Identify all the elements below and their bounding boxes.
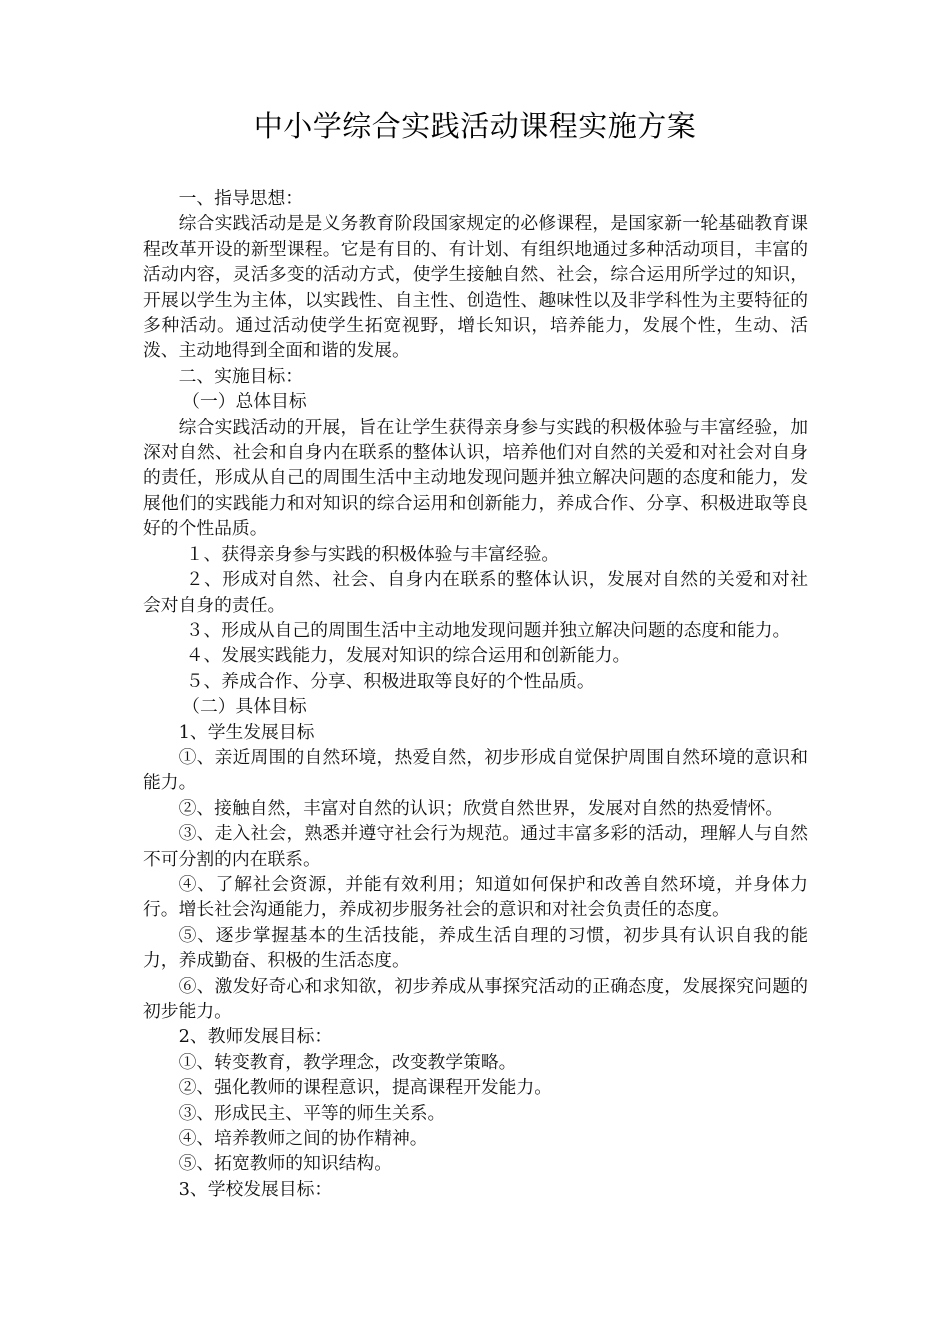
paragraph: ④、了解社会资源，并能有效利用；知道如何保护和改善自然环境，并身体力行。增长社会沟通能力，养成初步服务社会的意识和对社会负责任的态度。 xyxy=(143,873,808,921)
paragraph: ①、转变教育，教学理念，改变教学策略。 xyxy=(178,1051,517,1073)
paragraph: （一）总体目标 xyxy=(182,391,307,413)
paragraph: ⑤、逐步掌握基本的生活技能，养成生活自理的习惯，初步具有认识自我的能力，养成勤奋、积极的生活态度。 xyxy=(143,924,808,972)
paragraph: ⑥、激发好奇心和求知欲，初步养成从事探究活动的正确态度，发展探究问题的初步能力。 xyxy=(143,975,808,1022)
paragraph: ４、发展实践能力，发展对知识的综合运用和创新能力。 xyxy=(185,645,631,667)
paragraph: ③、走入社会，熟悉并遵守社会行为规范。通过丰富多彩的活动，理解人与自然不可分割的内在联系。 xyxy=(143,823,808,870)
paragraph: ②、接触自然，丰富对自然的认识；欣赏自然世界，发展对自然的热爱情怀。 xyxy=(178,797,784,819)
paragraph: ①、亲近周围的自然环境，热爱自然，初步形成自觉保护周围自然环境的意识和能力。 xyxy=(143,746,808,794)
paragraph: ２、形成对自然、社会、自身内在联系的整体认识，发展对自然的关爱和对社会对自身的责任。 xyxy=(143,569,808,616)
paragraph: ②、强化教师的课程意识，提高课程开发能力。 xyxy=(178,1077,553,1099)
paragraph: ③、形成民主、平等的师生关系。 xyxy=(178,1102,446,1124)
paragraph: 综合实践活动是是义务教育阶段国家规定的必修课程，是国家新一轮基础教育课程改革开设的新型课程。它是有目的、有计划、有组织地通过多种活动项目，丰富的活动内容，灵活多变的活动方式，使学生接触自然、社会，综合运用所学过的知识，开展以学生为主体，以实践性、自主性、创造性、趣味性以及非学科性为主要特征的多种活动。通过活动使学生拓宽视野，增长知识，培养能力，发展个性，生动、活泼、主动地得到全面和谐的发展。 xyxy=(143,213,808,362)
paragraph: （二）具体目标 xyxy=(182,696,307,718)
paragraph: １、获得亲身参与实践的积极体验与丰富经验。 xyxy=(185,543,560,565)
paragraph: ３、形成从自己的周围生活中主动地发现问题并独立解决问题的态度和能力。 xyxy=(185,619,791,641)
document-body xyxy=(143,186,808,1202)
paragraph: ④、培养教师之间的协作精神。 xyxy=(178,1128,428,1150)
paragraph: 一、指导思想： xyxy=(178,188,304,209)
paragraph: 综合实践活动的开展，旨在让学生获得亲身参与实践的积极体验与丰富经验，加深对自然、社会和自身内在联系的整体认识，培养他们对自然的关爱和对社会对自身的责任，形成从自己的周围生活中主动地发现问题并独立解决问题的态度和能力，发展他们的实践能力和对知识的综合运用和创新能力，养成合作、分享、积极进取等良好的个性品质。 xyxy=(143,416,808,540)
paragraph: ⑤、拓宽教师的知识结构。 xyxy=(178,1153,392,1175)
paragraph: 2、教师发展目标： xyxy=(178,1026,333,1048)
paragraph: ５、养成合作、分享、积极进取等良好的个性品质。 xyxy=(185,670,595,692)
paragraph: 二、实施目标： xyxy=(178,365,304,387)
document-title: 中小学综合实践活动课程实施方案 xyxy=(253,109,697,143)
paragraph: 3、学校发展目标： xyxy=(178,1178,333,1200)
paragraph: 1、学生发展目标 xyxy=(178,721,315,743)
